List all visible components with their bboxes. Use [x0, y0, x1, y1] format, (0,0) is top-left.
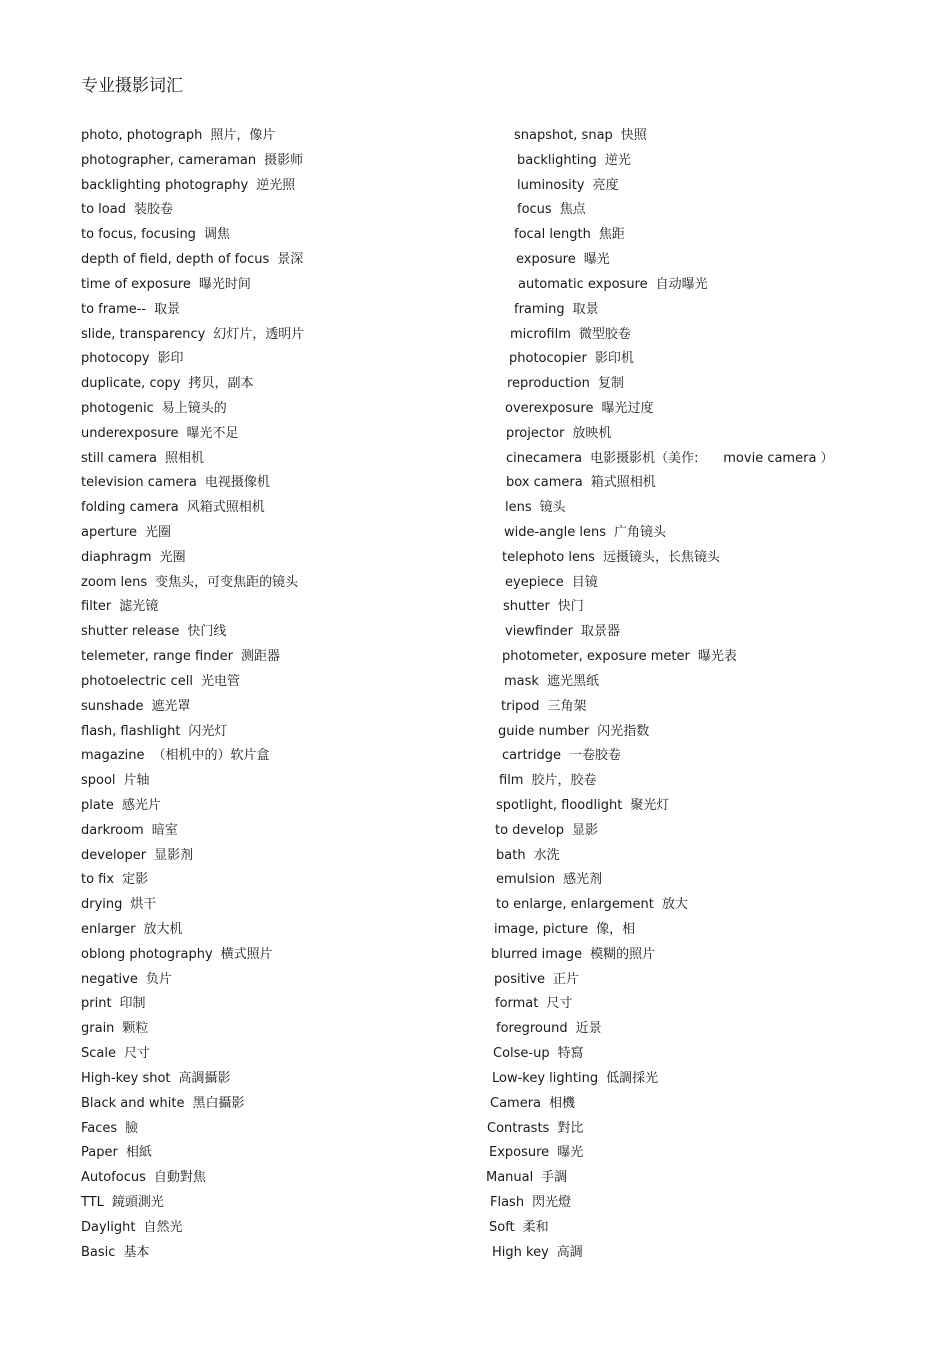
vocab-entry	[486, 670, 926, 695]
vocab-entry	[486, 447, 926, 472]
english-term: photogenic	[81, 400, 154, 416]
chinese-term: 拷贝，副本	[188, 376, 254, 392]
vocab-entry	[486, 198, 926, 223]
english-term: plate	[81, 797, 114, 813]
vocab-entry	[81, 149, 481, 174]
english-term: depth of field, depth of focus	[81, 252, 270, 268]
vocab-entry	[81, 372, 481, 397]
english-term: Low-key lighting	[492, 1070, 599, 1086]
vocab-entry	[486, 323, 926, 348]
english-term: exposure	[516, 252, 576, 268]
vocab-entry	[81, 893, 481, 918]
chinese-term: 箱式照相机	[590, 475, 656, 491]
vocab-entry	[486, 471, 926, 496]
english-term: foreground	[496, 1021, 568, 1037]
vocab-entry	[81, 471, 481, 496]
english-term: folding camera	[81, 500, 179, 516]
vocab-entry	[486, 645, 926, 670]
vocab-entry	[486, 893, 926, 918]
english-term: underexposure	[81, 425, 179, 441]
vocab-entry	[81, 1191, 481, 1216]
chinese-term: 曝光时间	[198, 276, 251, 292]
english-term: negative	[81, 971, 138, 987]
chinese-term: 影印机	[594, 351, 634, 367]
english-term: backlighting	[517, 152, 597, 168]
chinese-term: 特寫	[557, 1046, 584, 1062]
vocab-entry	[81, 1092, 481, 1117]
english-term: focus	[517, 202, 552, 218]
chinese-term: 曝光不足	[186, 425, 239, 441]
english-term: film	[499, 773, 524, 789]
chinese-term: 逆光照	[256, 177, 296, 193]
chinese-term: 镜头	[539, 500, 566, 516]
chinese-term: 自动曝光	[655, 276, 708, 292]
english-term: to focus, focusing	[81, 227, 196, 243]
vocab-entry	[486, 496, 926, 521]
chinese-term: 广角镜头	[614, 525, 667, 540]
english-term: darkroom	[81, 822, 144, 838]
vocab-entry	[486, 1067, 926, 1092]
vocab-entry	[81, 546, 481, 571]
vocab-entry	[81, 695, 481, 720]
chinese-term: 照片，像片	[210, 128, 276, 143]
english-term: tripod	[501, 698, 540, 714]
chinese-term: 胶片，胶卷	[531, 773, 597, 789]
chinese-term: 放大	[661, 897, 688, 913]
english-term: guide number	[498, 723, 590, 739]
chinese-term: 低調採光	[606, 1070, 659, 1086]
chinese-term: 远摄镜头，长焦镜头	[602, 549, 720, 565]
vocab-entry	[81, 223, 481, 248]
chinese-term: 电视摄像机	[204, 475, 270, 491]
english-term: TTL	[81, 1194, 104, 1210]
chinese-term: 显影剂	[154, 847, 194, 863]
vocab-entry	[81, 1241, 481, 1266]
chinese-term: 景深	[277, 252, 304, 268]
vocab-entry	[81, 868, 481, 893]
vocabulary-list-left	[81, 124, 481, 1265]
chinese-term: 幻灯片，透明片	[213, 326, 305, 342]
chinese-term: 相紙	[125, 1145, 152, 1161]
english-term: eyepiece	[505, 574, 564, 590]
english-term: framing	[514, 301, 565, 317]
english-term: shutter release	[81, 624, 180, 640]
chinese-term: 微型胶卷	[578, 326, 631, 342]
vocab-entry	[486, 595, 926, 620]
english-term: box camera	[506, 475, 583, 491]
chinese-term: 自動對焦	[153, 1170, 206, 1186]
vocab-entry	[486, 521, 926, 546]
english-term: telephoto lens	[502, 549, 595, 565]
english-term: lens	[505, 500, 532, 516]
vocab-entry	[486, 1166, 926, 1191]
vocab-entry	[81, 1042, 481, 1067]
vocab-entry	[486, 546, 926, 571]
chinese-term: 一卷胶卷	[569, 748, 622, 764]
chinese-term: 像，相	[596, 922, 636, 937]
vocab-entry	[81, 496, 481, 521]
english-term: to develop	[495, 822, 564, 838]
english-term: Autofocus	[81, 1170, 146, 1186]
chinese-term: （相机中的）软片盒	[152, 748, 270, 764]
english-term: Daylight	[81, 1219, 136, 1235]
chinese-term: 显影	[571, 822, 598, 838]
chinese-term: 正片	[553, 971, 580, 987]
vocab-entry	[486, 397, 926, 422]
english-term: reproduction	[507, 376, 590, 392]
english-term: backlighting photography	[81, 177, 249, 193]
chinese-term: 片轴	[123, 773, 150, 789]
english-term: bath	[496, 847, 526, 863]
vocab-entry	[81, 819, 481, 844]
chinese-term: 取景	[572, 301, 599, 317]
chinese-term: 感光剂	[563, 872, 603, 888]
vocab-entry	[81, 918, 481, 943]
english-term: overexposure	[505, 400, 594, 416]
vocab-entry	[81, 174, 481, 199]
english-term: developer	[81, 847, 147, 863]
vocab-entry	[81, 769, 481, 794]
chinese-term: 鏡頭測光	[111, 1194, 164, 1210]
vocabulary-list-right	[486, 124, 926, 1265]
english-term: enlarger	[81, 922, 136, 937]
chinese-term: 暗室	[151, 822, 178, 838]
vocab-entry	[81, 844, 481, 869]
chinese-term: 三角架	[547, 698, 587, 714]
english-term: oblong photography	[81, 946, 213, 962]
vocab-entry	[81, 323, 481, 348]
chinese-term: 快门	[557, 599, 584, 615]
english-term: zoom lens	[81, 574, 148, 590]
english-term: Flash	[490, 1194, 525, 1210]
vocab-entry	[81, 595, 481, 620]
english-term: print	[81, 996, 112, 1012]
english-term: filter	[81, 599, 112, 615]
english-term: sunshade	[81, 698, 144, 714]
vocab-entry	[486, 1117, 926, 1142]
chinese-term: 放映机	[572, 425, 612, 441]
vocab-entry	[486, 174, 926, 199]
english-term: positive	[494, 971, 545, 987]
chinese-term: 闪光灯	[188, 723, 228, 739]
english-term: Manual	[486, 1170, 534, 1186]
chinese-term: 閃光燈	[532, 1194, 572, 1210]
english-term: format	[495, 996, 539, 1012]
chinese-term: 對比	[557, 1120, 584, 1136]
chinese-term: 印制	[119, 996, 146, 1012]
vocab-entry	[81, 298, 481, 323]
chinese-term: 照相机	[164, 450, 204, 466]
vocab-entry	[486, 1191, 926, 1216]
english-term: Basic	[81, 1244, 116, 1260]
vocab-entry	[81, 992, 481, 1017]
vocab-entry	[81, 198, 481, 223]
english-term: mask	[504, 673, 539, 689]
chinese-term: 近景	[575, 1021, 602, 1037]
chinese-term: 取景	[154, 301, 181, 317]
vocab-entry	[486, 620, 926, 645]
chinese-term: 放大机	[143, 922, 183, 937]
chinese-term: 高調	[556, 1244, 583, 1260]
chinese-term: 曝光	[557, 1145, 584, 1161]
chinese-term: 感光片	[121, 797, 161, 813]
vocab-entry	[81, 447, 481, 472]
english-term: projector	[506, 425, 565, 441]
english-term: magazine	[81, 748, 145, 764]
english-term: cartridge	[502, 748, 562, 764]
english-term: photographer, cameraman	[81, 152, 257, 168]
chinese-term: 快照	[620, 128, 647, 143]
english-term: telemeter, range finder	[81, 649, 234, 665]
english-term: television camera	[81, 475, 197, 491]
vocab-entry	[81, 124, 481, 149]
vocab-entry	[81, 1166, 481, 1191]
chinese-term: 目镜	[571, 574, 598, 590]
vocab-entry	[81, 397, 481, 422]
vocab-entry	[486, 149, 926, 174]
chinese-term: 风箱式照相机	[186, 500, 265, 516]
vocab-entry	[81, 943, 481, 968]
chinese-term: 逆光	[604, 152, 631, 168]
chinese-term: 黑白攝影	[192, 1095, 245, 1111]
vocab-entry	[81, 645, 481, 670]
vocab-entry	[486, 124, 926, 149]
english-term: Exposure	[489, 1145, 550, 1161]
vocab-entry	[81, 422, 481, 447]
chinese-term: 烘干	[130, 897, 157, 913]
vocab-entry	[486, 943, 926, 968]
chinese-term: 测距器	[241, 649, 281, 665]
vocab-entry	[81, 794, 481, 819]
vocab-entry	[81, 1017, 481, 1042]
english-term: grain	[81, 1021, 115, 1037]
english-term: Faces	[81, 1120, 118, 1136]
english-term: viewfinder	[505, 624, 573, 640]
english-term: time of exposure	[81, 276, 191, 292]
vocab-entry	[81, 968, 481, 993]
english-term: High-key shot	[81, 1070, 171, 1086]
english-term: slide, transparency	[81, 326, 206, 342]
vocab-entry	[81, 347, 481, 372]
english-term: to fix	[81, 872, 115, 888]
vocab-entry	[486, 819, 926, 844]
english-term: photocopy	[81, 351, 150, 367]
vocab-entry	[486, 273, 926, 298]
chinese-term: 易上镜头的	[161, 400, 227, 416]
chinese-term: 复制	[597, 376, 624, 392]
english-term: photoelectric cell	[81, 673, 193, 689]
vocab-entry	[486, 744, 926, 769]
vocab-entry	[81, 521, 481, 546]
chinese-term: 手調	[541, 1170, 568, 1186]
vocab-entry	[486, 1042, 926, 1067]
chinese-term: 曝光过度	[601, 400, 654, 416]
vocab-entry	[486, 1216, 926, 1241]
vocab-entry	[486, 422, 926, 447]
english-term: emulsion	[496, 872, 556, 888]
vocab-entry	[81, 273, 481, 298]
english-term: Black and white	[81, 1095, 185, 1111]
chinese-term: 装胶卷	[133, 202, 173, 218]
english-term: to enlarge, enlargement	[496, 897, 654, 913]
vocab-entry	[486, 1141, 926, 1166]
chinese-term: 尺寸	[546, 996, 573, 1012]
vocab-entry	[81, 571, 481, 596]
english-term: focal length	[514, 227, 591, 243]
chinese-term: 快门线	[187, 624, 227, 640]
chinese-term: 变焦头，可变焦距的镜头	[155, 574, 299, 590]
vocab-entry	[81, 1067, 481, 1092]
english-term: flash, flashlight	[81, 723, 181, 739]
chinese-term: 调焦	[203, 227, 230, 243]
chinese-term: 遮光罩	[151, 698, 191, 714]
english-term: wide-angle lens	[504, 525, 607, 540]
chinese-term: 臉	[125, 1120, 139, 1136]
chinese-term: 定影	[122, 872, 149, 888]
english-term: spotlight, floodlight	[496, 797, 623, 813]
english-term: Contrasts	[487, 1120, 550, 1136]
vocab-entry	[486, 695, 926, 720]
vocab-entry	[81, 744, 481, 769]
chinese-term: 闪光指数	[597, 723, 650, 739]
chinese-term: 光圈	[144, 525, 171, 540]
vocab-entry	[486, 868, 926, 893]
english-term: photocopier	[509, 351, 587, 367]
chinese-term: 负片	[145, 971, 172, 987]
vocab-entry	[81, 720, 481, 745]
chinese-term: 焦点	[559, 202, 586, 218]
page-title: 专业摄影词汇	[81, 76, 183, 96]
chinese-term: 滤光镜	[119, 599, 159, 615]
vocab-entry	[486, 347, 926, 372]
vocab-entry	[486, 844, 926, 869]
chinese-term: 尺寸	[123, 1046, 150, 1062]
vocab-entry	[486, 1241, 926, 1266]
english-term: microfilm	[510, 326, 571, 342]
english-term: image, picture	[494, 922, 589, 937]
english-term: duplicate, copy	[81, 376, 181, 392]
vocab-entry	[486, 769, 926, 794]
english-term: snapshot, snap	[514, 128, 613, 143]
chinese-term: 高調攝影	[178, 1070, 231, 1086]
vocab-entry	[486, 223, 926, 248]
chinese-term: 颗粒	[122, 1021, 149, 1037]
english-term: still camera	[81, 450, 157, 466]
english-term: Camera	[490, 1095, 542, 1111]
vocab-entry	[81, 670, 481, 695]
english-term: drying	[81, 897, 123, 913]
english-term: automatic exposure	[518, 276, 648, 292]
english-term: to load	[81, 202, 126, 218]
chinese-term: 亮度	[592, 177, 619, 193]
vocab-entry	[81, 248, 481, 273]
chinese-term: 水洗	[533, 847, 560, 863]
chinese-term: 电影摄影机（美作: movie camera ）	[590, 450, 834, 466]
vocab-entry	[486, 248, 926, 273]
vocab-entry	[486, 298, 926, 323]
chinese-term: 影印	[157, 351, 184, 367]
english-term: aperture	[81, 525, 137, 540]
chinese-term: 自然光	[143, 1219, 183, 1235]
english-term: luminosity	[517, 177, 585, 193]
chinese-term: 取景器	[580, 624, 620, 640]
vocab-entry	[486, 1092, 926, 1117]
vocab-entry	[486, 720, 926, 745]
chinese-term: 横式照片	[220, 946, 273, 962]
english-term: Paper	[81, 1145, 118, 1161]
chinese-term: 遮光黑纸	[546, 673, 599, 689]
chinese-term: 基本	[123, 1244, 150, 1260]
english-term: photo, photograph	[81, 128, 203, 143]
vocab-entry	[486, 1017, 926, 1042]
chinese-term: 焦距	[598, 227, 625, 243]
chinese-term: 光电管	[200, 673, 240, 689]
vocab-entry	[486, 571, 926, 596]
chinese-term: 聚光灯	[630, 797, 670, 813]
chinese-term: 模糊的照片	[590, 946, 656, 962]
chinese-term: 柔和	[522, 1219, 549, 1235]
english-term: to frame--	[81, 301, 147, 317]
english-term: photometer, exposure meter	[502, 649, 690, 665]
vocab-entry	[486, 918, 926, 943]
english-term: cinecamera	[506, 450, 583, 466]
english-term: High key	[492, 1244, 549, 1260]
english-term: shutter	[503, 599, 550, 615]
vocab-entry	[486, 992, 926, 1017]
english-term: Colse-up	[493, 1046, 550, 1062]
vocab-entry	[81, 1117, 481, 1142]
chinese-term: 相機	[549, 1095, 576, 1111]
vocab-entry	[486, 372, 926, 397]
english-term: Scale	[81, 1046, 116, 1062]
english-term: diaphragm	[81, 549, 152, 565]
vocab-entry	[486, 968, 926, 993]
chinese-term: 曝光表	[697, 649, 737, 665]
vocab-entry	[486, 794, 926, 819]
english-term: spool	[81, 773, 116, 789]
chinese-term: 摄影师	[264, 152, 304, 168]
english-term: Soft	[489, 1219, 515, 1235]
vocab-entry	[81, 1216, 481, 1241]
chinese-term: 曝光	[583, 252, 610, 268]
chinese-term: 光圈	[159, 549, 186, 565]
vocab-entry	[81, 620, 481, 645]
english-term: blurred image	[491, 946, 583, 962]
vocab-entry	[81, 1141, 481, 1166]
